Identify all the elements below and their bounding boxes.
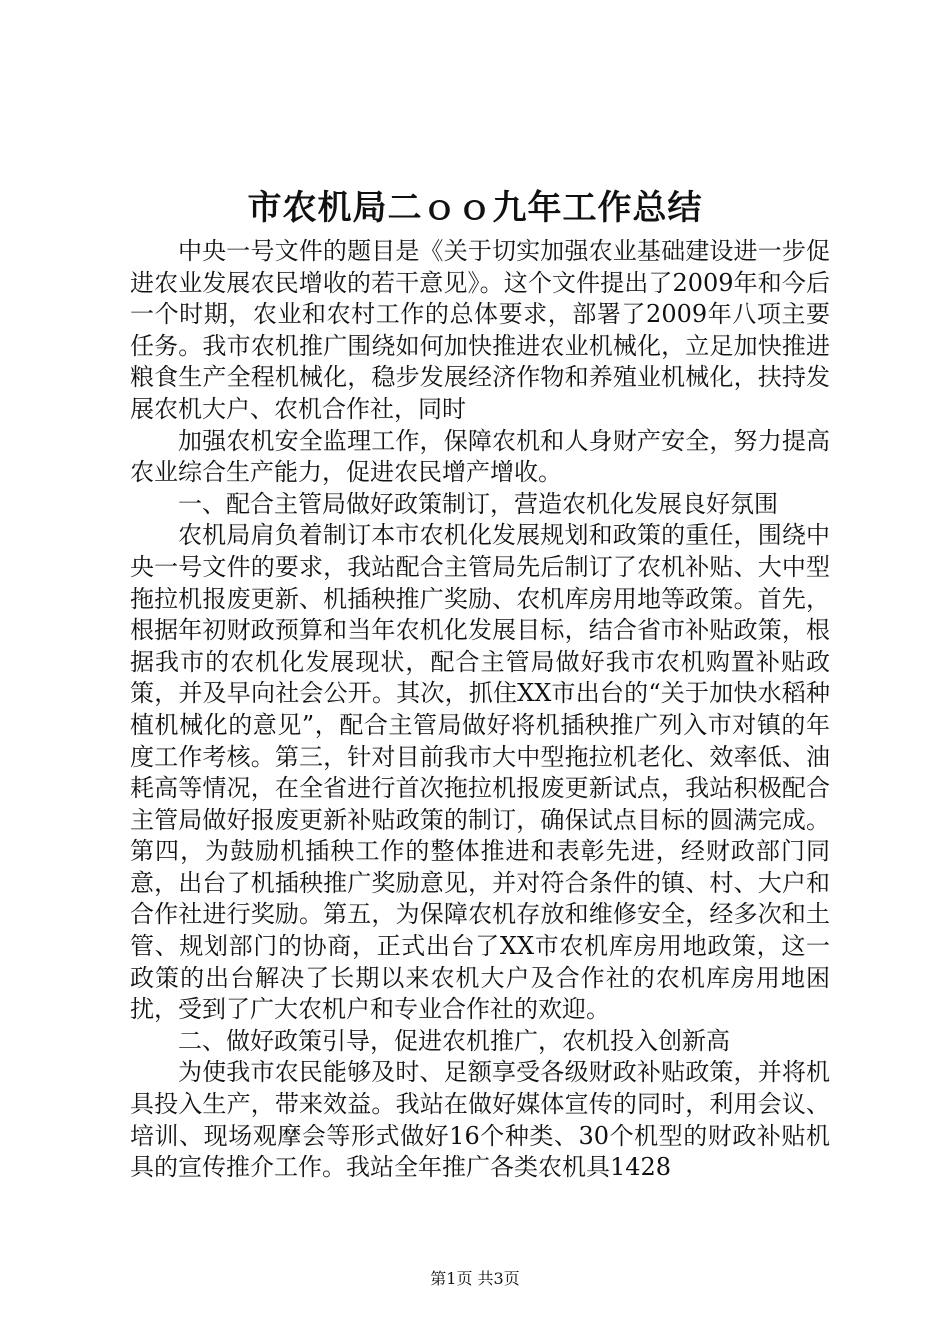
paragraph-section-1: 农机局肩负着制订本市农机化发展规划和政策的重任，围绕中央一号文件的要求，我站配合主管局先后制订了农机补贴、大中型拖拉机报废更新、机插秧推广奖励、农机库房用地等政策。首先，根据年初财政预算和当年农机化发展目标，结合省市补贴政策，根据我市的农机化发展现状，配合主管局做好我市农机购置补贴政策，并及早向社会公开。其次，抓住XX市出台的“关于加快水稻种植机械化的意见”，配合主管局做好将机插秧推广列入市对镇的年度工作考核。第三，针对目前我市大中型拖拉机老化、效率低、油耗高等情况，在全省进行首次拖拉机报废更新试点，我站积极配合主管局做好报废更新补贴政策的制订，确保试点目标的圆满完成。第四，为鼓励机插秧工作的整体推进和表彰先进，经财政部门同意，出台了机插秧推广奖励意见，并对符合条件的镇、村、大户和合作社进行奖励。第五，为保障农机存放和维修安全，经多次和土管、规划部门的协商，正式出台了XX市农机库房用地政策，这一政策的出台解决了长期以来农机大户及合作社的农机库房用地困扰，受到了广大农机户和专业合作社的欢迎。 [130, 521, 830, 1024]
paragraph-intro: 中央一号文件的题目是《关于切实加强农业基础建设进一步促进农业发展农民增收的若干意见》。这个文件提出了2009年和今后一个时期，农业和农村工作的总体要求，部署了2009年八项主要任务。我市农机推广围绕如何加快推进农业机械化，立足加快推进粮食生产全程机械化，稳步发展经济作物和养殖业机械化，扶持发展农机大户、农机合作社，同时 [130, 237, 830, 423]
page-footer: 第1页 共3页 [430, 1269, 520, 1288]
document-title: 市农机局二ｏｏ九年工作总结 [247, 188, 703, 228]
document-body [130, 236, 830, 1184]
paragraph-section-2: 为使我市农民能够及时、足额享受各级财政补贴政策，并将机具投入生产，带来效益。我站在做好媒体宣传的同时，利用会议、培训、现场观摩会等形式做好16个种类、30个机型的财政补贴机具的宣传推介工作。我站全年推广各类农机具1428 [130, 1058, 830, 1182]
section-heading-1: 一、配合主管局做好政策制订，营造农机化发展良好氛围 [178, 489, 778, 518]
paragraph-intro-continued: 加强农机安全监理工作，保障农机和人身财产安全，努力提高农业综合生产能力，促进农民增产增收。 [130, 426, 830, 487]
section-heading-2: 二、做好政策引导，促进农机推广，农机投入创新高 [178, 1026, 730, 1055]
